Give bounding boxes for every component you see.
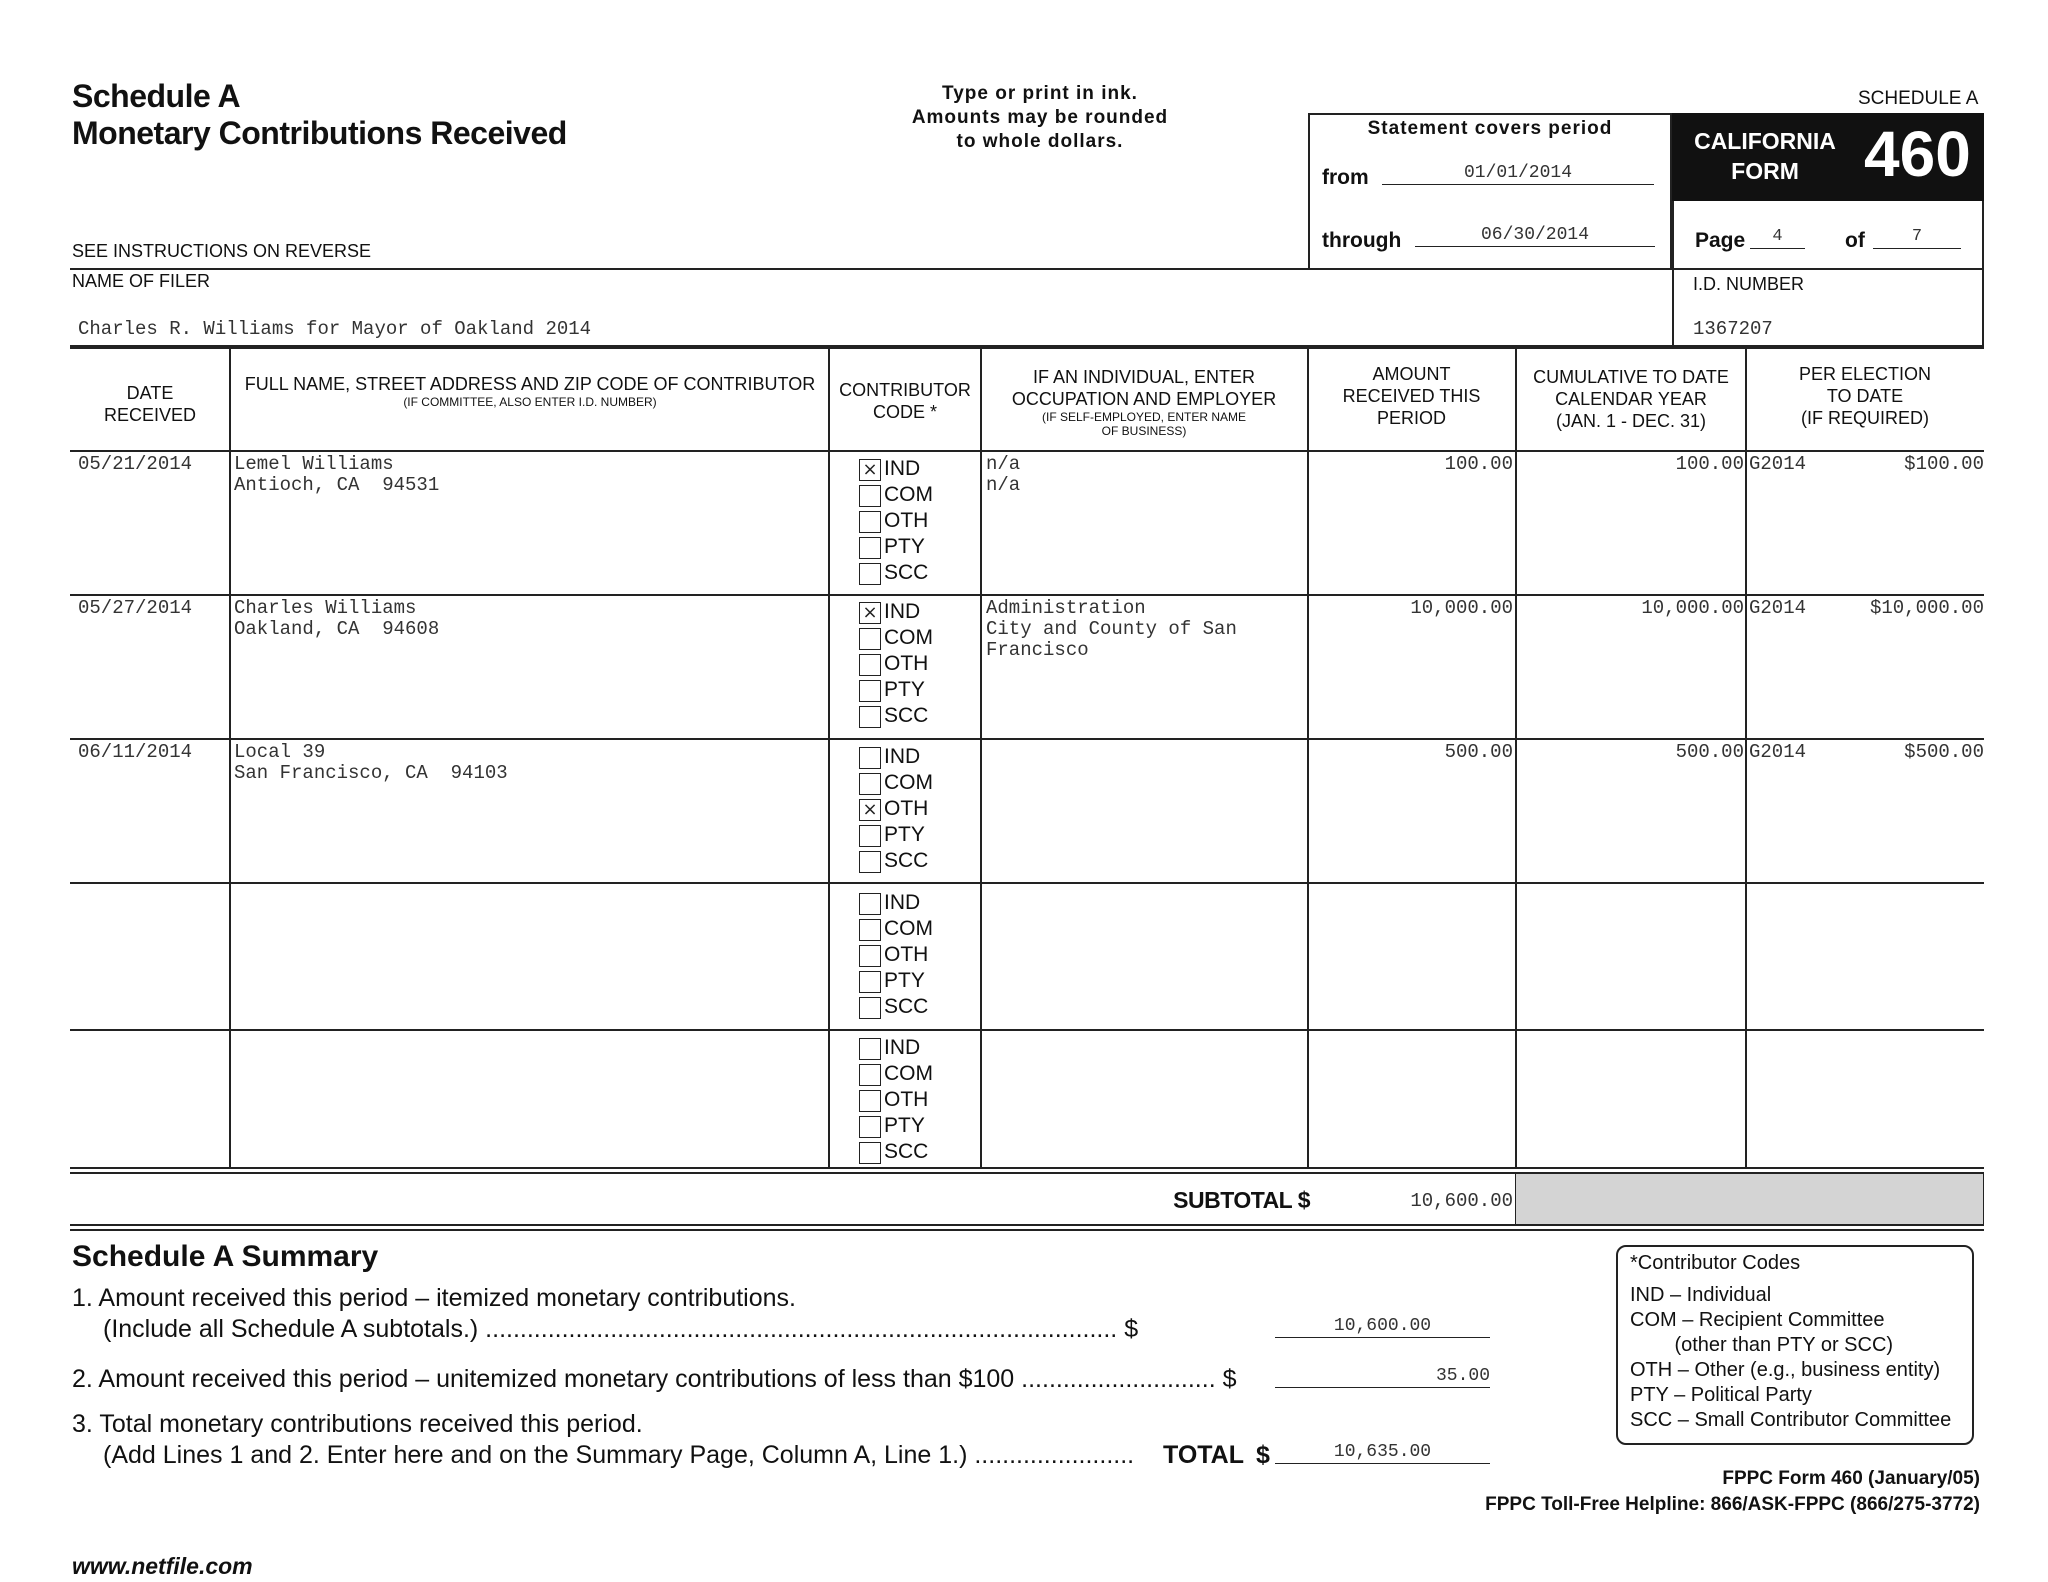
col-header-text: CALENDAR YEAR <box>1555 389 1707 409</box>
name-of-filer-label: NAME OF FILER <box>72 271 211 291</box>
code-checkbox-oth[interactable] <box>859 945 881 967</box>
code-checkbox-ind[interactable] <box>859 1038 881 1060</box>
code-checkbox-ind[interactable]: × <box>859 602 881 624</box>
code-checkbox-ind[interactable] <box>859 747 881 769</box>
code-option-label: OTH <box>884 943 929 966</box>
row-occupation[interactable]: n/a <box>986 453 1021 475</box>
ink-note-line: Type or print in ink. <box>942 83 1138 104</box>
id-number-label: I.D. NUMBER <box>1693 274 1805 294</box>
code-option-label: IND <box>884 1036 921 1059</box>
col-header-text: FULL NAME, STREET ADDRESS AND ZIP CODE OF CONTRIBUTOR <box>244 374 816 394</box>
code-checkbox-oth[interactable] <box>859 1090 881 1112</box>
code-checkbox-scc[interactable] <box>859 1142 881 1164</box>
california-label: CALIFORNIA <box>1694 128 1836 154</box>
row-date[interactable]: 06/11/2014 <box>78 741 193 763</box>
code-checkbox-pty[interactable] <box>859 680 881 702</box>
code-checkbox-scc[interactable] <box>859 851 881 873</box>
row-cumulative[interactable]: 10,000.00 <box>1641 597 1744 619</box>
col-cumulative-header <box>1518 366 1744 432</box>
subtotal-label: SUBTOTAL $ <box>1173 1187 1310 1213</box>
code-checkbox-ind[interactable]: × <box>859 459 881 481</box>
summary-title: Schedule A Summary <box>72 1240 379 1273</box>
form-460-badge <box>1672 113 1984 201</box>
col-per-election-header <box>1748 363 1982 429</box>
period-label: Statement covers period <box>1367 118 1613 139</box>
code-option-label: COM <box>884 626 933 649</box>
row-contributor-address[interactable]: San Francisco, CA 94103 <box>234 762 508 784</box>
code-checkbox-pty[interactable] <box>859 825 881 847</box>
col-date-header <box>80 382 220 426</box>
id-number-field[interactable]: 1367207 <box>1693 318 1773 340</box>
row-employer[interactable]: n/a <box>986 474 1021 496</box>
code-option-label: SCC <box>884 561 929 584</box>
row-amount[interactable]: 10,000.00 <box>1410 597 1513 619</box>
row-date[interactable]: 05/21/2014 <box>78 453 193 475</box>
code-checkbox-oth[interactable] <box>859 654 881 676</box>
ink-note-line: Amounts may be rounded <box>911 107 1169 128</box>
row-employer[interactable]: City and County of San <box>986 618 1237 640</box>
see-instructions: SEE INSTRUCTIONS ON REVERSE <box>72 241 372 261</box>
code-option-label: SCC <box>884 849 929 872</box>
schedule-label: SCHEDULE A <box>1858 88 1979 109</box>
col-contributor-header <box>234 373 826 409</box>
unitemized-total-field[interactable]: 35.00 <box>1275 1365 1490 1388</box>
code-option-label: SCC <box>884 995 929 1018</box>
row-contributor-name[interactable]: Charles Williams <box>234 597 417 619</box>
code-checkbox-pty[interactable] <box>859 537 881 559</box>
helpline: FPPC Toll-Free Helpline: 866/ASK-FPPC (866/275-3772) <box>1485 1494 1980 1515</box>
code-option-label: COM <box>884 483 933 506</box>
code-checkbox-pty[interactable] <box>859 1116 881 1138</box>
code-checkbox-scc[interactable] <box>859 563 881 585</box>
summary-line-1: 1. Amount received this period – itemized monetary contributions. <box>72 1284 796 1312</box>
from-date-field[interactable]: 01/01/2014 <box>1382 162 1654 185</box>
code-option-label: OTH <box>884 509 929 532</box>
from-label: from <box>1322 166 1369 189</box>
row-election[interactable]: G2014 <box>1749 453 1807 475</box>
divider <box>1672 270 1674 346</box>
total-label: TOTAL <box>1163 1441 1245 1469</box>
code-option-label: PTY <box>884 823 925 846</box>
col-header-text: AMOUNT <box>1372 364 1451 384</box>
code-checkbox-com[interactable] <box>859 773 881 795</box>
divider <box>1982 270 1984 346</box>
code-definition: (other than PTY or SCC) <box>1630 1334 1894 1356</box>
row-contributor-name[interactable]: Local 39 <box>234 741 326 763</box>
name-of-filer-field[interactable]: Charles R. Williams for Mayor of Oakland 2014 <box>78 318 592 340</box>
code-option-label: COM <box>884 917 933 940</box>
form-number: 460 <box>1864 118 1971 190</box>
row-contributor-name[interactable]: Lemel Williams <box>234 453 394 475</box>
code-option-label: IND <box>884 891 921 914</box>
table-row <box>70 884 1984 1029</box>
schedule-title: Schedule A <box>72 78 241 114</box>
col-header-text: RECEIVED THIS <box>1342 386 1481 406</box>
col-header-subtext: (IF SELF-EMPLOYED, ENTER NAME <box>1041 410 1247 424</box>
form-identifier: FPPC Form 460 (January/05) <box>1722 1468 1980 1489</box>
row-election-amount[interactable]: $10,000.00 <box>1869 597 1984 619</box>
code-option-label: OTH <box>884 1088 929 1111</box>
col-header-text: RECEIVED <box>103 405 197 425</box>
code-checkbox-scc[interactable] <box>859 706 881 728</box>
col-header-text: CUMULATIVE TO DATE <box>1533 367 1729 387</box>
code-option-label: PTY <box>884 969 925 992</box>
col-header-text: CONTRIBUTOR <box>839 380 971 400</box>
col-header-text: (JAN. 1 - DEC. 31) <box>1555 411 1707 431</box>
col-header-text: OCCUPATION AND EMPLOYER <box>1011 389 1277 409</box>
code-option-label: PTY <box>884 678 925 701</box>
code-option-label: OTH <box>884 797 929 820</box>
code-definition: PTY – Political Party <box>1630 1384 1812 1406</box>
col-header-subtext: (IF COMMITTEE, ALSO ENTER I.D. NUMBER) <box>403 395 657 409</box>
row-amount[interactable]: 500.00 <box>1444 741 1513 763</box>
code-option-label: SCC <box>884 704 929 727</box>
subtotal-value[interactable]: 10,600.00 <box>1410 1190 1513 1212</box>
ink-note-line: to whole dollars. <box>956 131 1124 152</box>
row-employer-cont[interactable]: Francisco <box>986 639 1089 661</box>
code-option-label: SCC <box>884 1140 929 1163</box>
col-header-text: CODE * <box>872 402 937 422</box>
row-contributor-address[interactable]: Antioch, CA 94531 <box>234 474 440 496</box>
summary-line-3-detail: (Add Lines 1 and 2. Enter here and on the Summary Page, Column A, Line 1.) ....................... <box>103 1441 1135 1469</box>
divider <box>70 345 1984 349</box>
total-pages-field[interactable]: 7 <box>1873 226 1961 249</box>
code-definition: COM – Recipient Committee <box>1630 1309 1885 1331</box>
summary-line-3: 3. Total monetary contributions received this period. <box>72 1410 643 1438</box>
code-checkbox-com[interactable] <box>859 1064 881 1086</box>
code-option-label: OTH <box>884 652 929 675</box>
col-header-text: DATE <box>126 383 174 403</box>
col-header-text: PERIOD <box>1376 408 1446 428</box>
row-election[interactable]: G2014 <box>1749 741 1807 763</box>
row-contributor-address[interactable]: Oakland, CA 94608 <box>234 618 440 640</box>
code-checkbox-ind[interactable] <box>859 893 881 915</box>
code-option-label: PTY <box>884 1114 925 1137</box>
of-label: of <box>1845 229 1865 252</box>
row-occupation[interactable]: Administration <box>986 597 1146 619</box>
row-cumulative[interactable]: 500.00 <box>1675 741 1744 763</box>
col-header-text: TO DATE <box>1826 386 1904 406</box>
row-election[interactable]: G2014 <box>1749 597 1807 619</box>
code-checkbox-pty[interactable] <box>859 971 881 993</box>
page-label: Page <box>1695 229 1746 252</box>
code-definition: OTH – Other (e.g., business entity) <box>1630 1359 1941 1381</box>
row-election-amount[interactable]: $500.00 <box>1904 741 1984 763</box>
ink-note <box>880 82 1200 154</box>
divider <box>70 268 1984 270</box>
code-option-label: COM <box>884 771 933 794</box>
website-link[interactable]: www.netfile.com <box>72 1553 253 1579</box>
row-election-amount[interactable]: $100.00 <box>1904 453 1984 475</box>
code-checkbox-oth[interactable] <box>859 511 881 533</box>
col-code-header <box>832 379 978 423</box>
through-label: through <box>1322 229 1402 252</box>
code-option-label: IND <box>884 745 921 768</box>
itemized-total-field[interactable]: 10,600.00 <box>1275 1315 1490 1338</box>
page-number-field[interactable]: 4 <box>1750 226 1805 249</box>
row-cumulative[interactable]: 100.00 <box>1675 453 1744 475</box>
codes-title: *Contributor Codes <box>1630 1252 1801 1274</box>
code-checkbox-oth[interactable]: × <box>859 799 881 821</box>
divider <box>70 1224 1984 1226</box>
col-header-text: IF AN INDIVIDUAL, ENTER <box>1032 367 1256 387</box>
code-checkbox-com[interactable] <box>859 628 881 650</box>
code-checkbox-com[interactable] <box>859 919 881 941</box>
col-amount-header <box>1310 363 1513 429</box>
code-option-label: PTY <box>884 535 925 558</box>
col-header-text: (IF REQUIRED) <box>1801 408 1929 428</box>
total-dollar-sign: $ <box>1256 1441 1270 1469</box>
code-option-label: COM <box>884 1062 933 1085</box>
col-header-subtext: OF BUSINESS) <box>1101 424 1187 438</box>
summary-line-1-detail: (Include all Schedule A subtotals.) ........................................................................................... $ <box>103 1315 1139 1343</box>
table-row <box>70 1031 1984 1167</box>
col-occupation-header <box>984 366 1304 438</box>
code-checkbox-scc[interactable] <box>859 997 881 1019</box>
code-checkbox-com[interactable] <box>859 485 881 507</box>
code-option-label: IND <box>884 457 921 480</box>
form-title: Monetary Contributions Received <box>72 115 567 151</box>
code-option-label: IND <box>884 600 921 623</box>
divider <box>70 1229 1984 1231</box>
col-header-text: PER ELECTION <box>1798 364 1932 384</box>
form-word: FORM <box>1731 158 1799 184</box>
row-date[interactable]: 05/27/2014 <box>78 597 193 619</box>
summary-line-2: 2. Amount received this period – unitemized monetary contributions of less than $100 ............................ $ <box>72 1365 1237 1393</box>
code-definition: SCC – Small Contributor Committee <box>1630 1409 1952 1431</box>
subtotal-shaded-area <box>1515 1174 1983 1224</box>
row-amount[interactable]: 100.00 <box>1444 453 1513 475</box>
code-definition: IND – Individual <box>1630 1284 1772 1306</box>
grand-total-field[interactable]: 10,635.00 <box>1275 1441 1490 1464</box>
divider <box>70 1167 1984 1169</box>
through-date-field[interactable]: 06/30/2014 <box>1415 224 1655 247</box>
